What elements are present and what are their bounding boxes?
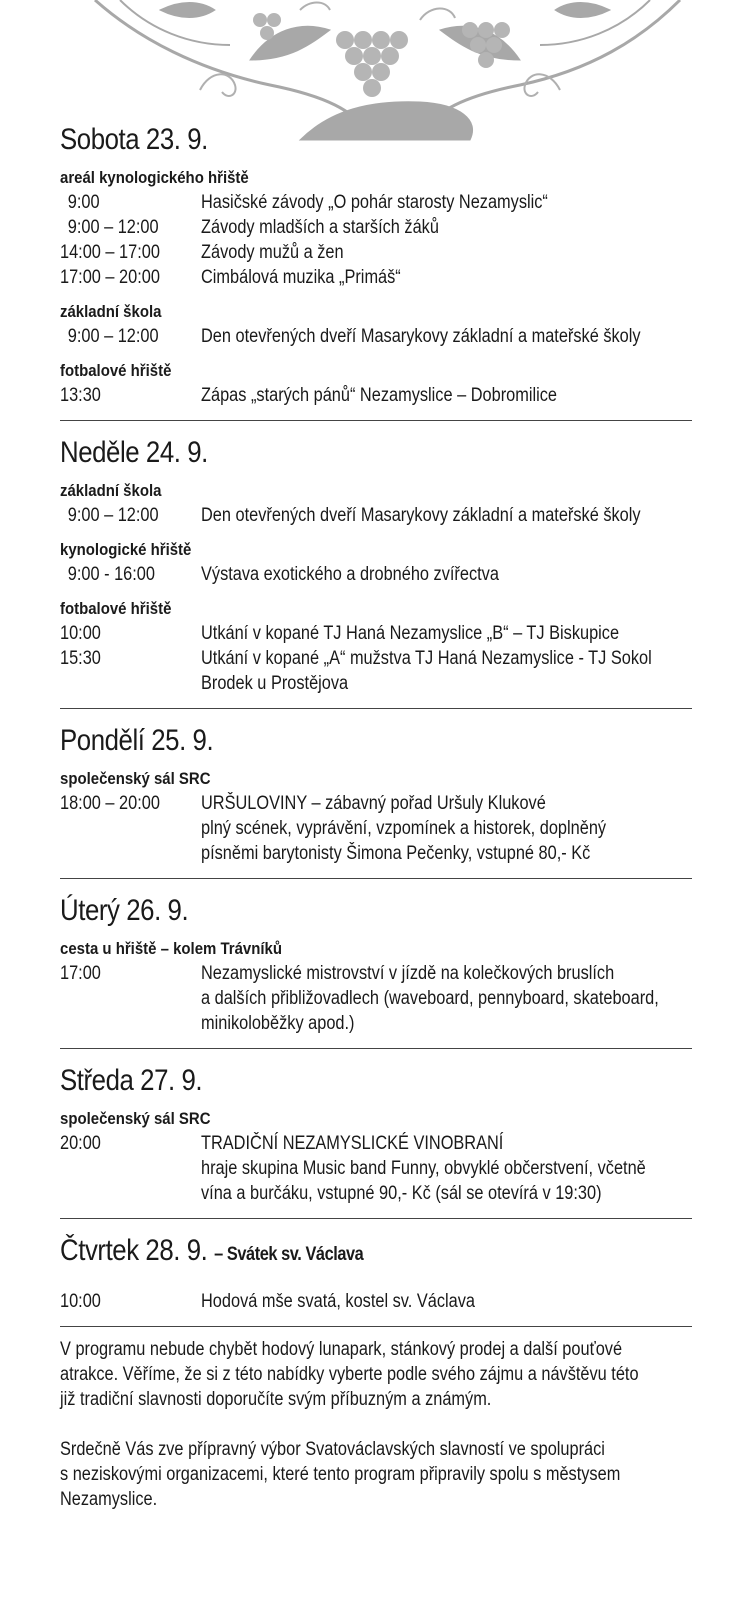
event-description — [201, 190, 692, 215]
event-description-line: Nezamyslické mistrovství v jízdě na kolečkových bruslích — [201, 963, 615, 984]
day-title-text: Pondělí 25. 9. — [60, 724, 214, 757]
event-row — [60, 240, 692, 265]
event-description — [201, 324, 712, 349]
footer-line: s neziskovými organizacemi, které tento program připravily spolu s městysem — [60, 1464, 621, 1485]
event-description-line: vína a burčáku, vstupné 90,- Kč (sál se otevírá v 19:30) — [201, 1183, 602, 1204]
event-description-line: plný scének, vyprávění, vzpomínek a historek, doplněný — [201, 818, 607, 839]
venue-heading: základní škola — [60, 481, 162, 500]
event-time: 13:30 — [60, 385, 101, 406]
footer-paragraph-organizers — [60, 1437, 692, 1512]
day-section — [60, 719, 692, 866]
event-description-line: Den otevřených dveří Masarykovy základní a mateřské školy — [201, 326, 641, 347]
event-row — [60, 1289, 692, 1314]
event-description-line: Den otevřených dveří Masarykovy základní a mateřské školy — [201, 505, 641, 526]
footer-line: již tradiční slavnosti doporučíte svým příbuzným a známým. — [60, 1389, 492, 1410]
day-section — [60, 118, 692, 408]
event-row — [60, 621, 692, 646]
event-description-line: hraje skupina Music band Funny, obvyklé občerstvení, včetně — [201, 1158, 646, 1179]
event-description — [201, 215, 692, 240]
event-row — [60, 1131, 692, 1206]
event-time: 9:00 - 16:00 — [67, 564, 155, 585]
day-title-text: Neděle 24. 9. — [60, 436, 208, 469]
event-description — [201, 1131, 718, 1206]
divider — [60, 708, 692, 709]
spacer — [60, 1277, 692, 1289]
event-description — [201, 503, 712, 528]
event-description-line: Utkání v kopané „A“ mužstva TJ Haná Nezamyslice - TJ Sokol — [201, 648, 652, 669]
day-section — [60, 1229, 692, 1314]
event-row — [60, 383, 692, 408]
event-description-line: Hodová mše svatá, kostel sv. Václava — [201, 1291, 475, 1312]
event-description-line: Zápas „starých pánů“ Nezamyslice – Dobromilice — [201, 385, 557, 406]
event-time: 9:00 – 12:00 — [67, 217, 159, 238]
event-time: 10:00 — [60, 623, 101, 644]
event-description — [201, 240, 692, 265]
event-description — [201, 1289, 692, 1314]
paragraph-gap — [60, 1412, 692, 1437]
divider — [60, 420, 692, 421]
event-description-line: a dalších přibližovadlech (waveboard, pennyboard, skateboard, — [201, 988, 659, 1009]
event-description — [201, 961, 733, 1036]
day-title-text: Sobota 23. 9. — [60, 123, 208, 156]
event-time: 17:00 – 20:00 — [60, 267, 160, 288]
footer-line: Srdečně Vás zve přípravný výbor Svatováclavských slavností ve spolupráci — [60, 1439, 605, 1460]
day-title — [60, 1059, 604, 1103]
day-title — [60, 431, 604, 475]
event-time: 10:00 — [60, 1291, 101, 1312]
event-description — [201, 621, 692, 646]
day-title-text: Čtvrtek 28. 9. — [60, 1234, 208, 1267]
event-row — [60, 791, 692, 866]
footer-line: V programu nebude chybět hodový lunapark, stánkový prodej a další pouťové — [60, 1339, 623, 1360]
event-time: 9:00 – 12:00 — [67, 505, 159, 526]
event-row — [60, 324, 692, 349]
day-title — [60, 889, 604, 933]
event-time: 17:00 — [60, 963, 101, 984]
venue-heading: fotbalové hřiště — [60, 599, 172, 618]
event-description-line: Závody mužů a žen — [201, 242, 344, 263]
event-description-line: Závody mladších a starších žáků — [201, 217, 439, 238]
day-subtitle: – Svátek sv. Václava — [214, 1244, 364, 1265]
day-section — [60, 431, 692, 696]
venue-heading: fotbalové hřiště — [60, 361, 172, 380]
day-title — [60, 719, 604, 763]
day-title-text: Úterý 26. 9. — [60, 894, 189, 927]
footer-paragraph-invitation — [60, 1337, 692, 1412]
event-row — [60, 961, 692, 1036]
footer-line: atrakce. Věříme, že si z této nabídky vyberte podle svého zájmu a návštěvu této — [60, 1364, 639, 1385]
event-description — [201, 383, 692, 408]
divider — [60, 878, 692, 879]
venue-heading: cesta u hřiště – kolem Trávníků — [60, 939, 283, 958]
event-description-line: Brodek u Prostějova — [201, 673, 349, 694]
day-title — [60, 118, 604, 162]
venue-heading: areál kynologického hřiště — [60, 168, 249, 187]
event-row — [60, 503, 692, 528]
divider — [60, 1048, 692, 1049]
event-time: 15:30 — [60, 648, 101, 669]
venue-heading: společenský sál SRC — [60, 769, 211, 788]
venue-heading: základní škola — [60, 302, 162, 321]
event-time: 14:00 – 17:00 — [60, 242, 160, 263]
event-description-line: písněmi barytonisty Šimona Pečenky, vstupné 80,- Kč — [201, 843, 591, 864]
event-row — [60, 215, 692, 240]
footer-line: Nezamyslice. — [60, 1489, 158, 1510]
day-section — [60, 1059, 692, 1206]
event-description — [201, 791, 692, 866]
event-row — [60, 265, 692, 290]
event-time: 9:00 – 12:00 — [67, 326, 159, 347]
event-description-line: minikoloběžky apod.) — [201, 1013, 355, 1034]
event-description-line: URŠULOVINY – zábavný pořad Uršuly Klukové — [201, 793, 546, 814]
divider — [60, 1326, 692, 1327]
program-content — [60, 118, 692, 1512]
event-time: 18:00 – 20:00 — [60, 793, 160, 814]
event-row — [60, 646, 692, 696]
event-row — [60, 562, 692, 587]
event-row — [60, 190, 692, 215]
day-title — [60, 1229, 604, 1277]
event-description-line: Utkání v kopané TJ Haná Nezamyslice „B“ – TJ Biskupice — [201, 623, 620, 644]
venue-heading: společenský sál SRC — [60, 1109, 211, 1128]
venue-heading: kynologické hřiště — [60, 540, 192, 559]
day-section — [60, 889, 692, 1036]
event-description-line: Výstava exotického a drobného zvířectva — [201, 564, 499, 585]
event-description — [201, 265, 692, 290]
day-title-text: Středa 27. 9. — [60, 1064, 203, 1097]
event-description — [201, 646, 725, 696]
event-description — [201, 562, 692, 587]
event-description-line: TRADIČNÍ NEZAMYSLICKÉ VINOBRANÍ — [201, 1133, 504, 1154]
event-description-line: Hasičské závody „O pohár starosty Nezamyslic“ — [201, 192, 548, 213]
event-description-line: Cimbálová muzika „Primáš“ — [201, 267, 401, 288]
event-time: 20:00 — [60, 1133, 101, 1154]
event-time: 9:00 — [67, 192, 100, 213]
divider — [60, 1218, 692, 1219]
